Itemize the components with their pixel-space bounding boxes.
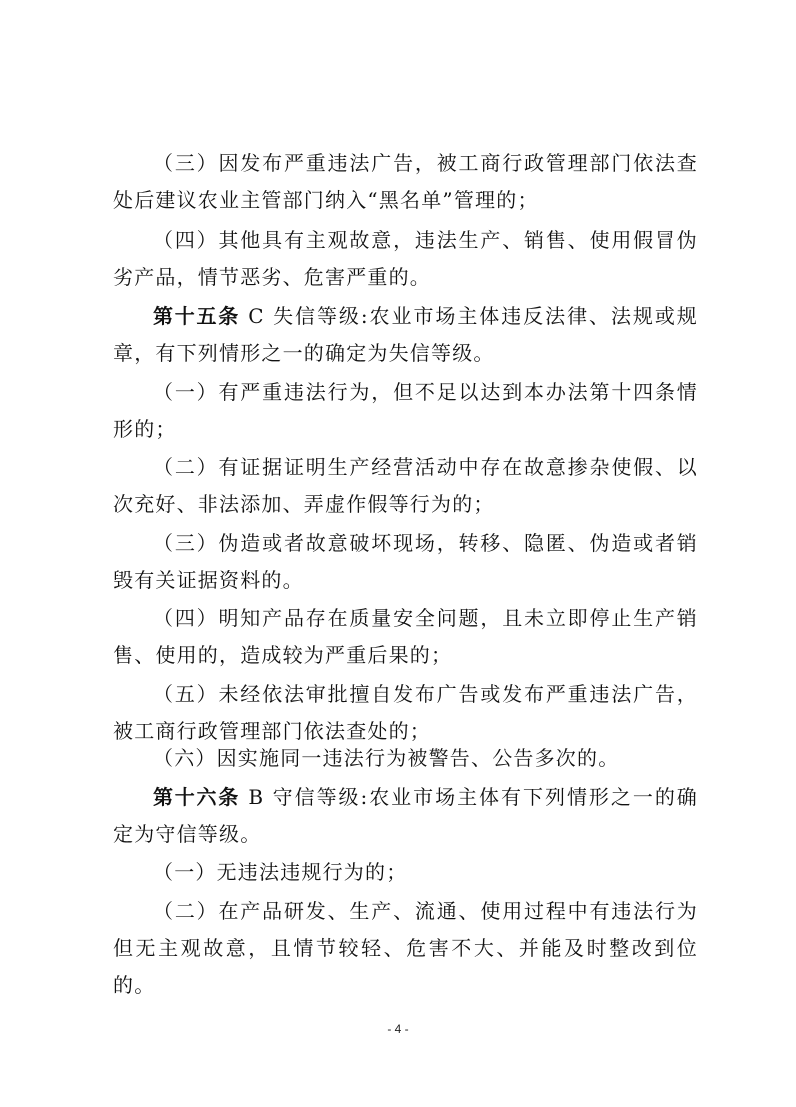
paragraph-article-16-item-1: （一）无违法违规行为的； (153, 860, 408, 884)
paragraph-article-15-item-6: （六）因实施同一违法行为被警告、公告多次的。 (153, 746, 620, 770)
paragraph-article-15: 第十五条 C 失信等级:农业市场主体违反法律、法规或规章，有下列情形之一的确定为失信等级。 (113, 304, 698, 365)
paragraph-article-15-item-3: （三）伪造或者故意破坏现场，转移、隐匿、伪造或者销毁有关证据资料的。 (113, 531, 698, 592)
article-heading: 第十五条 (153, 304, 240, 328)
paragraph-article-15-item-2: （二）有证据证明生产经营活动中存在故意掺杂使假、以次充好、非法添加、弄虚作假等行为的； (113, 455, 698, 516)
page-number: - 4 - (387, 1022, 409, 1036)
paragraph-article-15-item-4: （四）明知产品存在质量安全问题，且未立即停止生产销售、使用的，造成较为严重后果的； (113, 606, 698, 667)
article-heading: 第十六条 (153, 785, 241, 809)
paragraph-clause-3: （三）因发布严重违法广告，被工商行政管理部门依法查处后建议农业主管部门纳入“黑名单”管理的； (113, 151, 698, 212)
paragraph-article-16-item-2: （二）在产品研发、生产、流通、使用过程中有违法行为但无主观故意，且情节较轻、危害不大、并能及时整改到位的。 (113, 899, 698, 997)
paragraph-article-15-item-1: （一）有严重违法行为，但不足以达到本办法第十四条情形的； (113, 380, 698, 441)
paragraph-clause-4: （四）其他具有主观故意，违法生产、销售、使用假冒伪劣产品，情节恶劣、危害严重的。 (113, 228, 698, 289)
paragraph-article-15-item-5: （五）未经依法审批擅自发布广告或发布严重违法广告，被工商行政管理部门依法查处的； (113, 682, 698, 743)
paragraph-article-16: 第十六条 B 守信等级:农业市场主体有下列情形之一的确定为守信等级。 (113, 785, 698, 846)
